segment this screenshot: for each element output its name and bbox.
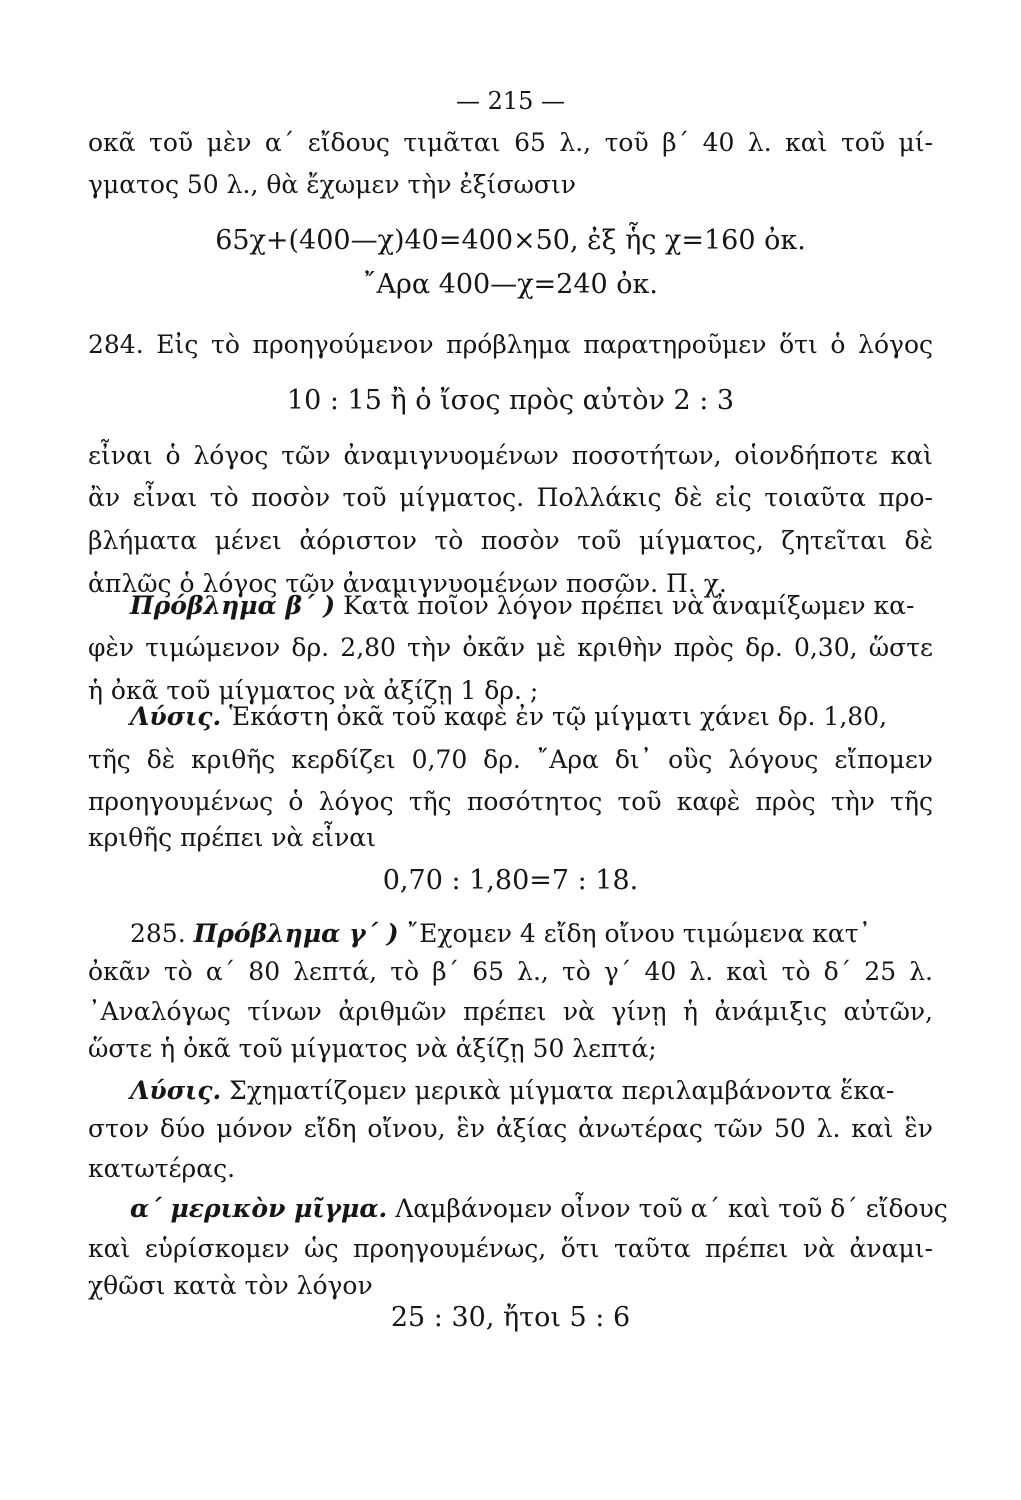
text-line: προηγουμένως ὁ λόγος τῆς ποσότητος τοῦ καφὲ πρὸς τὴν τῆς [88,787,933,816]
text-line: οκᾶ τοῦ μὲν α΄ εἴδους τιμᾶται 65 λ., τοῦ β΄ 40 λ. καὶ τοῦ μί- [88,128,933,157]
text-line: καὶ εὑρίσκομεν ὡς προηγουμένως, ὅτι ταῦτα πρέπει νὰ ἀναμι- [88,1234,933,1263]
problem-b-line [130,591,915,621]
problem-c-text: ῎Εχομεν 4 εἴδη οἴνου τιμώμενα κατ᾽ [406,919,872,948]
text-line: ἂν εἶναι τὸ ποσὸν τοῦ μίγματος. Πολλάκις δὲ εἰς τοιαῦτα προ- [88,483,933,512]
paragraph-285-line [130,919,871,949]
text-line: εἶναι ὁ λόγος τῶν ἀναμιγνυομένων ποσοτήτων, οἱονδήποτε καὶ [88,441,933,470]
text-line: τῆς δὲ κριθῆς κερδίζει 0,70 δρ. ῎Αρα δι᾽ οὓς λόγους εἴπομεν [88,745,933,774]
partial-mix-line [130,1194,948,1224]
problem-b-label: Πρόβλημα β΄ ) [130,591,336,620]
solution-line [130,1076,894,1106]
ratio-line: 10 : 15 ἢ ὁ ἴσος πρὸς αὐτὸν 2 : 3 [286,385,735,416]
text-line: ἡ ὀκᾶ τοῦ μίγματος νὰ ἀξίζῃ 1 δρ. ; [88,676,539,705]
equation: ῎Αρα 400—χ=240 ὀκ. [362,269,659,300]
text-line: στον δύο μόνον εἴδη οἴνου, ἓν ἀξίας ἀνωτέρας τῶν 50 λ. καὶ ἓν [88,1114,933,1143]
solution-line [130,702,887,732]
problem-b-text: Κατὰ ποῖον λόγον πρέπει νὰ ἀναμίξωμεν κα- [343,591,915,620]
text-line: φὲν τιμώμενον δρ. 2,80 τὴν ὀκᾶν μὲ κριθὴν πρὸς δρ. 0,30, ὥστε [88,633,933,662]
text-line: ὀκᾶν τὸ α΄ 80 λεπτά, τὸ β΄ 65 λ., τὸ γ΄ 40 λ. καὶ τὸ δ΄ 25 λ. [88,957,933,986]
text-line: κατωτέρας. [88,1154,236,1183]
text-line: κριθῆς πρέπει νὰ εἶναι [88,823,376,852]
ratio-line: 25 : 30, ἤτοι 5 : 6 [390,1302,631,1333]
page-number: — 215 — [455,87,566,115]
partial-mix-text: Λαμβάνομεν οἶνον τοῦ α΄ καὶ τοῦ δ΄ εἴδους [395,1194,948,1223]
paragraph-284-line: 284. Εἰς τὸ προηγούμενον πρόβλημα παρατηροῦμεν ὅτι ὁ λόγος [88,330,933,359]
text-line: ὥστε ἡ ὀκᾶ τοῦ μίγματος νὰ ἀξίζῃ 50 λεπτά; [88,1034,657,1063]
text-line: γματος 50 λ., θὰ ἔχωμεν τὴν ἐξίσωσιν [88,170,576,199]
partial-mix-label: α΄ μερικὸν μῖγμα. [130,1194,388,1223]
equation: 65χ+(400—χ)40=400×50, ἐξ ἧς χ=160 ὀκ. [215,225,806,256]
text-line: χθῶσι κατὰ τὸν λόγον [88,1271,373,1300]
text-line: ᾽Αναλόγως τίνων ἀριθμῶν πρέπει νὰ γίνῃ ἡ ἀνάμιξις αὐτῶν, [88,997,933,1026]
problem-c-label: Πρόβλημα γ΄ ) [193,919,399,948]
text-line: βλήματα μένει ἀόριστον τὸ ποσὸν τοῦ μίγματος, ζητεῖται δὲ [88,526,933,555]
paragraph-number: 285. [130,919,186,948]
solution-text: Σχηματίζομεν μερικὰ μίγματα περιλαμβάνοντα ἕκα- [229,1076,895,1105]
solution-label: Λύσις. [130,702,222,731]
ratio-line: 0,70 : 1,80=7 : 18. [382,865,639,896]
solution-label: Λύσις. [130,1076,222,1105]
solution-text: Ἑκάστη ὀκᾶ τοῦ καφὲ ἐν τῷ μίγματι χάνει δρ. 1,80, [229,702,888,731]
text-line: ἁπλῶς ὁ λόγος τῶν ἀναμιγνυομένων ποσῶν. Π. χ. [88,569,727,598]
